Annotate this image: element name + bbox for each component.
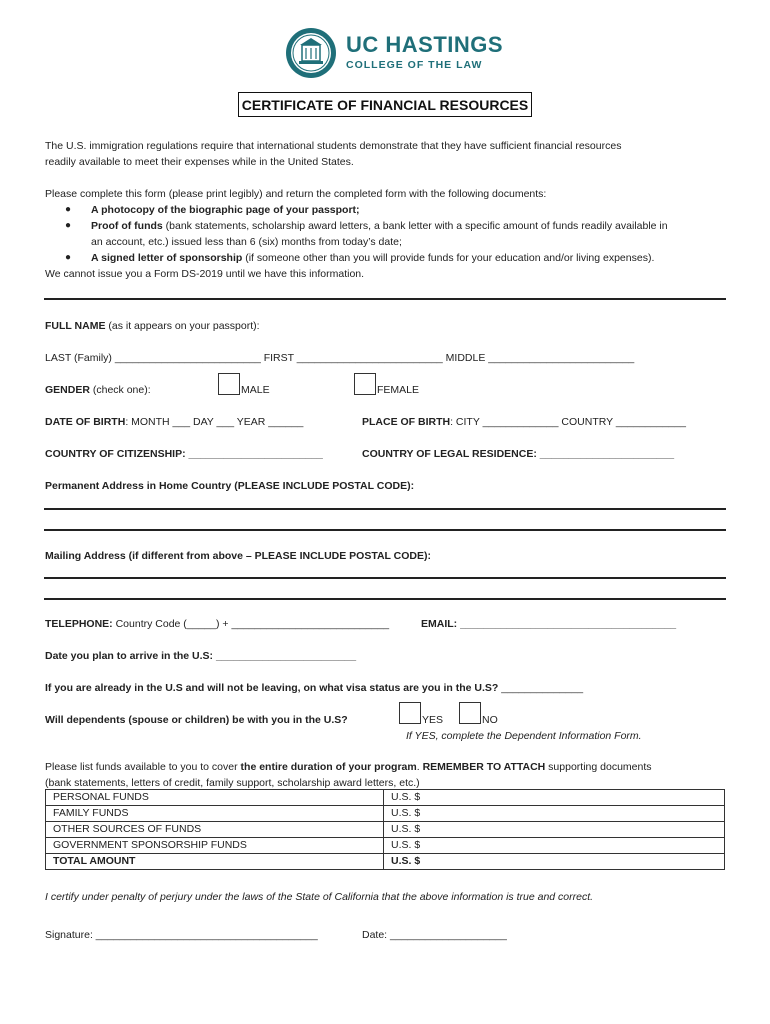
funds-intro-bold-1: the entire duration of your program xyxy=(240,761,417,773)
fund-value[interactable]: U.S. $ xyxy=(384,822,725,838)
visa-status-label: If you are already in the U.S and will not be leaving, on what visa status are you in the U.S? xyxy=(45,682,499,694)
bullet-proof-of-funds xyxy=(91,220,668,232)
table-row xyxy=(46,806,725,822)
gender-label xyxy=(45,384,151,396)
funds-intro xyxy=(45,761,652,773)
bullet-label: A signed letter of sponsorship xyxy=(91,252,243,264)
bullet-icon: ● xyxy=(65,204,72,215)
no-label: NO xyxy=(482,714,498,726)
full-name-label xyxy=(45,320,260,332)
permanent-address-label: Permanent Address in Home Country (PLEASE INCLUDE POSTAL CODE): xyxy=(45,480,415,492)
permanent-address-line-1[interactable] xyxy=(44,508,726,510)
female-checkbox[interactable] xyxy=(354,373,376,395)
email-field[interactable]: EMAIL: _____________________________________ xyxy=(421,618,677,630)
gender-label-bold: GENDER xyxy=(45,384,90,396)
female-label: FEMALE xyxy=(377,384,420,396)
telephone-blanks: Country Code (_____) + ___________________________ xyxy=(112,618,390,630)
place-of-birth-field[interactable] xyxy=(362,416,686,428)
bullet-sponsorship xyxy=(91,252,654,264)
mailing-address-line-1[interactable] xyxy=(44,577,726,579)
citizenship-field[interactable]: COUNTRY OF CITIZENSHIP: _______________________ xyxy=(45,448,323,460)
table-row xyxy=(46,790,725,806)
fund-label-total: TOTAL AMOUNT xyxy=(46,854,384,870)
dependents-note: If YES, complete the Dependent Information Form. xyxy=(406,730,642,742)
table-row-total xyxy=(46,854,725,870)
bullet-icon: ● xyxy=(65,220,72,231)
fund-label: GOVERNMENT SPONSORSHIP FUNDS xyxy=(46,838,384,854)
legal-residence-field[interactable]: COUNTRY OF LEGAL RESIDENCE: _______________________ xyxy=(362,448,675,460)
fund-label: PERSONAL FUNDS xyxy=(46,790,384,806)
name-fields-line[interactable]: LAST (Family) _________________________ FIRST _________________________ MIDDLE _________________________ xyxy=(45,352,635,364)
fund-value[interactable]: U.S. $ xyxy=(384,838,725,854)
funds-intro-line-2: (bank statements, letters of credit, family support, scholarship award letters, etc.) xyxy=(45,777,420,789)
fund-value[interactable]: U.S. $ xyxy=(384,806,725,822)
arrival-date-field[interactable]: Date you plan to arrive in the U.S: ________________________ xyxy=(45,650,357,662)
full-name-label-rest: (as it appears on your passport): xyxy=(105,320,260,332)
certification-statement: I certify under penalty of perjury under the laws of the State of California that the above information is true and correct. xyxy=(45,891,594,903)
gender-label-rest: (check one): xyxy=(89,384,151,396)
telephone-label: TELEPHONE: xyxy=(45,618,113,630)
bullet-icon: ● xyxy=(65,252,72,263)
dob-blanks: : MONTH ___ DAY ___ YEAR ______ xyxy=(125,416,304,428)
funds-intro-post: supporting documents xyxy=(545,761,652,773)
intro-line-2: readily available to meet their expenses while in the United States. xyxy=(45,156,354,168)
table-row xyxy=(46,822,725,838)
college-seal-icon xyxy=(285,27,337,79)
fund-value-total[interactable]: U.S. $ xyxy=(384,854,725,870)
dob-label: DATE OF BIRTH xyxy=(45,416,126,428)
bullet-text: (bank statements, scholarship award letters, a bank letter with a specific amount of funds readily available in xyxy=(162,220,668,232)
intro-line-1: The U.S. immigration regulations require that international students demonstrate that they have sufficient financial resources xyxy=(45,140,622,152)
yes-label: YES xyxy=(422,714,444,726)
visa-status-blank: ______________ xyxy=(498,682,584,694)
form-title: CERTIFICATE OF FINANCIAL RESOURCES xyxy=(238,92,532,117)
visa-status-field[interactable] xyxy=(45,682,583,694)
section-divider xyxy=(44,298,726,300)
bullet-label: Proof of funds xyxy=(91,220,163,232)
funds-intro-bold-2: REMEMBER TO ATTACH xyxy=(422,761,546,773)
funds-intro-mid: . xyxy=(416,761,423,773)
fund-label: FAMILY FUNDS xyxy=(46,806,384,822)
full-name-label-bold: FULL NAME xyxy=(45,320,106,332)
date-field[interactable]: Date: ____________________ xyxy=(362,929,507,941)
fund-value[interactable]: U.S. $ xyxy=(384,790,725,806)
brand-subtitle: COLLEGE OF THE LAW xyxy=(346,59,483,71)
male-checkbox[interactable] xyxy=(218,373,240,395)
bullet-text: (if someone other than you will provide funds for your education and/or living expenses). xyxy=(242,252,655,264)
permanent-address-line-2[interactable] xyxy=(44,529,726,531)
yes-checkbox[interactable] xyxy=(399,702,421,724)
male-label: MALE xyxy=(241,384,270,396)
bullet-passport: A photocopy of the biographic page of your passport; xyxy=(91,204,360,216)
mailing-address-label: Mailing Address (if different from above – PLEASE INCLUDE POSTAL CODE): xyxy=(45,550,432,562)
dependents-label: Will dependents (spouse or children) be with you in the U.S? xyxy=(45,714,348,726)
no-checkbox[interactable] xyxy=(459,702,481,724)
bullet-proof-continuation: an account, etc.) issued less than 6 (six) months from today’s date; xyxy=(91,236,402,248)
fund-label: OTHER SOURCES OF FUNDS xyxy=(46,822,384,838)
instructions-closing: We cannot issue you a Form DS-2019 until we have this information. xyxy=(45,268,365,280)
funds-table xyxy=(45,789,725,870)
pob-label: PLACE OF BIRTH xyxy=(362,416,451,428)
mailing-address-line-2[interactable] xyxy=(44,598,726,600)
signature-field[interactable]: Signature: ______________________________________ xyxy=(45,929,318,941)
pob-blanks: : CITY _____________ COUNTRY ____________ xyxy=(450,416,686,428)
brand-name: UC HASTINGS xyxy=(346,32,504,57)
table-row xyxy=(46,838,725,854)
date-of-birth-field[interactable] xyxy=(45,416,303,428)
telephone-field[interactable] xyxy=(45,618,389,630)
instructions-lead: Please complete this form (please print legibly) and return the completed form with the following documents: xyxy=(45,188,547,200)
funds-intro-pre: Please list funds available to you to cover xyxy=(45,761,241,773)
